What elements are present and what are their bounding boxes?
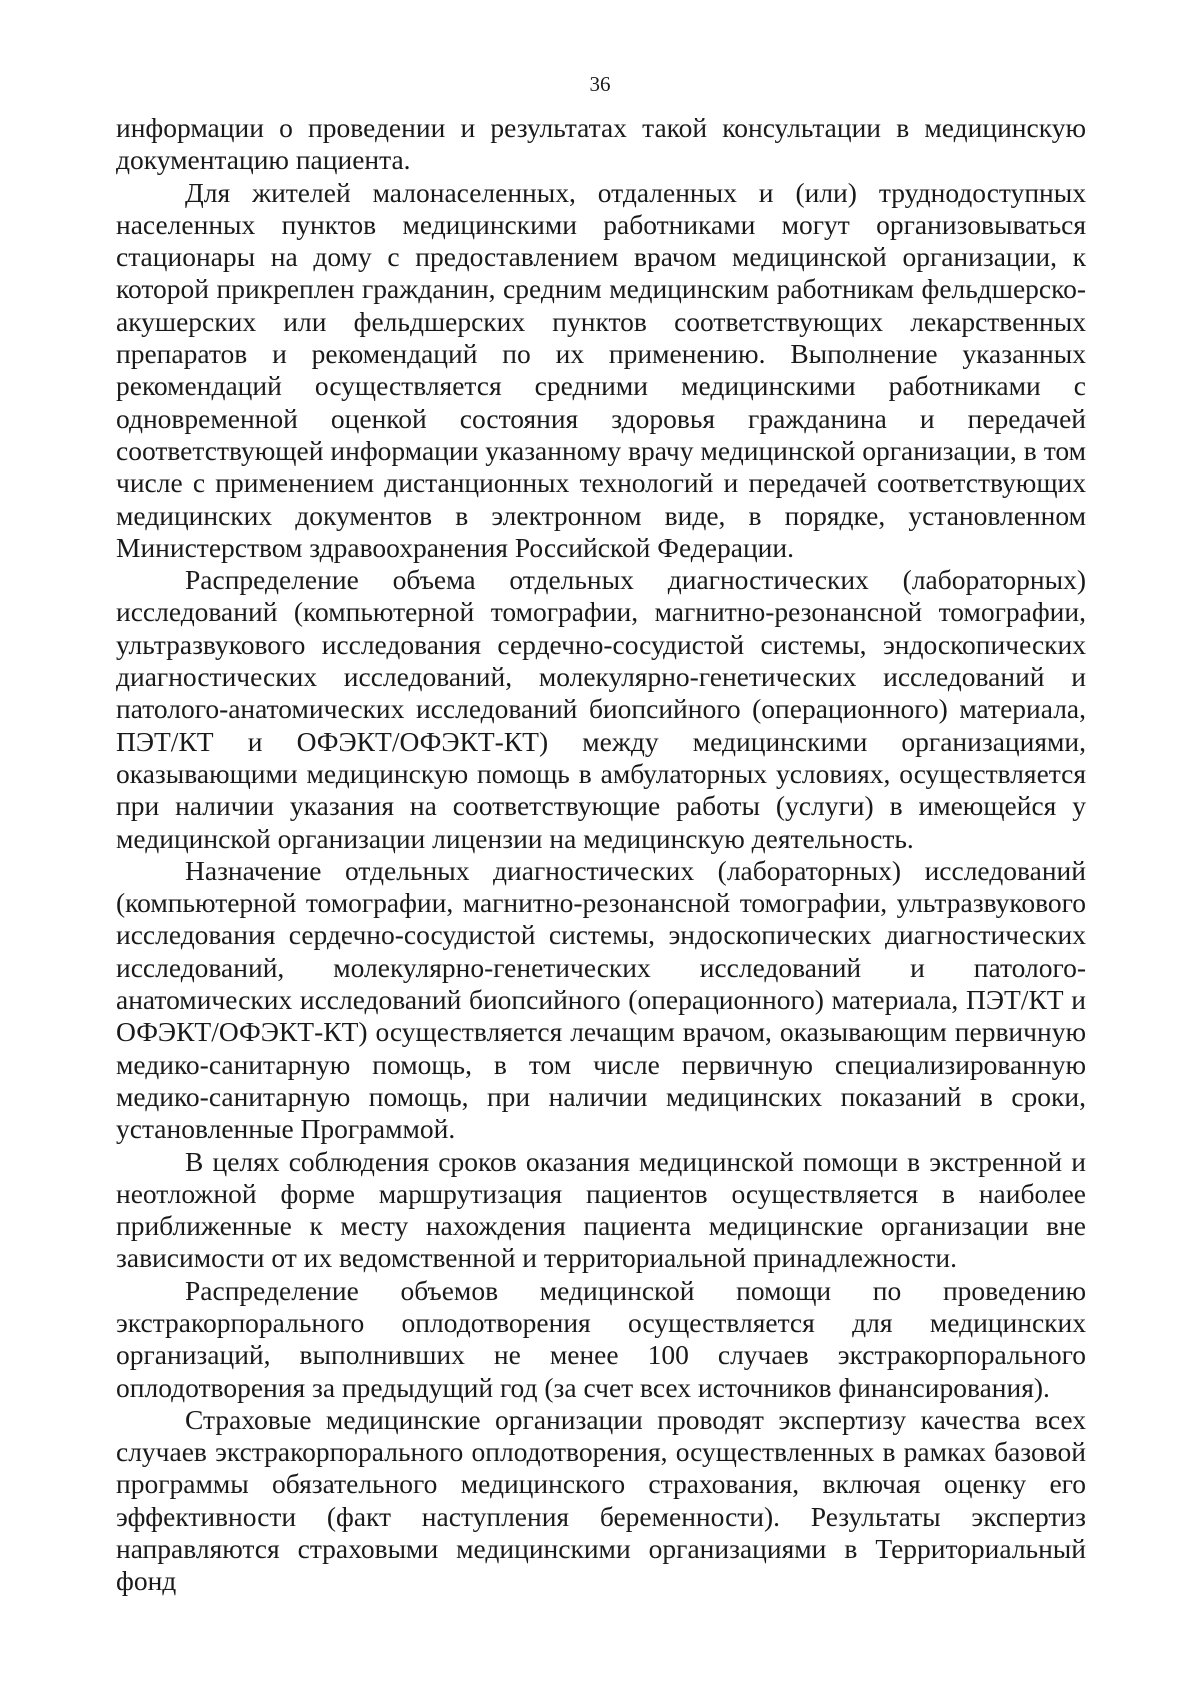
paragraph-ivf-quality-expertise: Страховые медицинские организации проводят экспертизу качества всех случаев экстракорпорального оплодотворения, осуществленных в рамках базовой программы обязательного медицинского страхования, включая оценку его эффективности (факт наступления беременности). Результаты экспертиз направляются страховыми медицинскими организациями в Территориальный фонд <box>116 1403 1086 1597</box>
paragraph-diagnostic-volume-distribution: Распределение объема отдельных диагностических (лабораторных) исследований (компьютерной томографии, магнитно-резонансной томографии, ультразвукового исследования сердечно-сосудистой системы, эндоскопических диагностических исследований, молекулярно-генетических исследований и патолого-анатомических исследований биопсийного (операционного) материала, ПЭТ/КТ и ОФЭКТ/ОФЭКТ-КТ) между медицинскими организациями, оказывающими медицинскую помощь в амбулаторных условиях, осуществляется при наличии указания на соответствующие работы (услуги) в имеющейся у медицинской организации лицензии на медицинскую деятельность. <box>116 564 1086 854</box>
paragraph-continuation: информации о проведении и результатах такой консультации в медицинскую документацию пациента. <box>116 112 1086 176</box>
body-text <box>116 112 1086 1598</box>
paragraph-home-hospitals: Для жителей малонаселенных, отдаленных и (или) труднодоступных населенных пунктов медицинскими работниками могут организовываться стационары на дому с предоставлением врачом медицинской организации, к которой прикреплен гражданин, средним медицинским работникам фельдшерско-акушерских или фельдшерских пунктов соответствующих лекарственных препаратов и рекомендаций по их применению. Выполнение указанных рекомендаций осуществляется средними медицинскими работниками с одновременной оценкой состояния здоровья гражданина и передачей соответствующей информации указанному врачу медицинской организации, в том числе с применением дистанционных технологий и передачей соответствующих медицинских документов в электронном виде, в порядке, установленном Министерством здравоохранения Российской Федерации. <box>116 176 1086 563</box>
paragraph-diagnostic-prescription: Назначение отдельных диагностических (лабораторных) исследований (компьютерной томографии, магнитно-резонансной томографии, ультразвукового исследования сердечно-сосудистой системы, эндоскопических диагностических исследований, молекулярно-генетических исследований и патолого-анатомических исследований биопсийного (операционного) материала, ПЭТ/КТ и ОФЭКТ/ОФЭКТ-КТ) осуществляется лечащим врачом, оказывающим первичную медико-санитарную помощь, в том числе первичную специализированную медико-санитарную помощь, при наличии медицинских показаний в сроки, установленные Программой. <box>116 854 1086 1145</box>
paragraph-ivf-volume-distribution: Распределение объемов медицинской помощи по проведению экстракорпорального оплодотворения осуществляется для медицинских организаций, выполнивших не менее 100 случаев экстракорпорального оплодотворения за предыдущий год (за счет всех источников финансирования). <box>116 1274 1086 1403</box>
page-number: 36 <box>589 72 611 96</box>
paragraph-emergency-routing: В целях соблюдения сроков оказания медицинской помощи в экстренной и неотложной форме маршрутизация пациентов осуществляется в наиболее приближенные к месту нахождения пациента медицинские организации вне зависимости от их ведомственной и территориальной принадлежности. <box>116 1145 1086 1274</box>
